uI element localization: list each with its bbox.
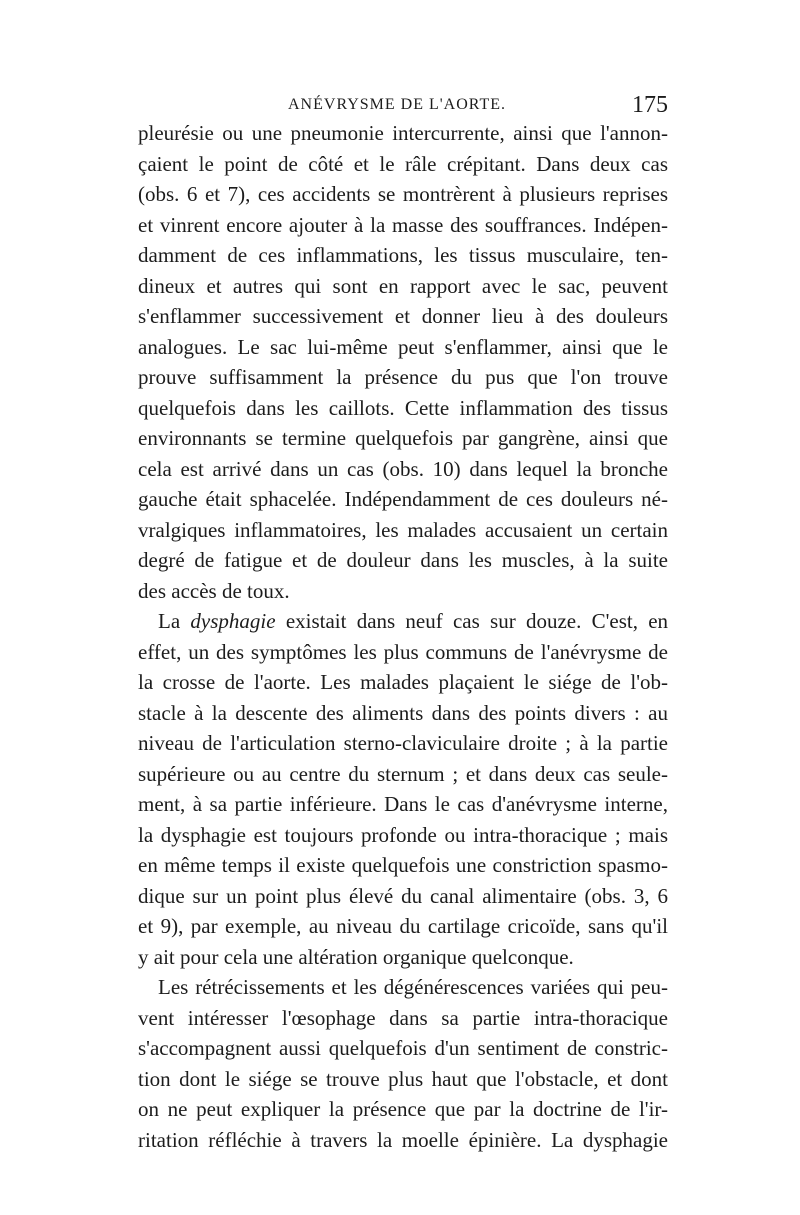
text-line: supérieure ou au centre du sternum ; et dans deux cas seule- [138, 761, 668, 786]
text-line: s'accompagnent aussi quelquefois d'un sentiment de constric- [138, 1036, 668, 1060]
text-line: niveau de l'articulation sterno-claviculaire droite ; à la partie [138, 731, 668, 755]
paragraph-first-line [138, 606, 668, 637]
line-prefix: La [158, 609, 181, 633]
text-line: la crosse de l'aorte. Les malades plaçaient le siége de l'ob- [138, 670, 668, 694]
text-line: en même temps il existe quelquefois une constriction spasmo- [138, 853, 668, 877]
text-line: et 9), par exemple, au niveau du cartilage cricoïde, sans qu'il [138, 914, 668, 938]
text-line: ment, à sa partie inférieure. Dans le cas d'anévrysme interne, [138, 792, 668, 816]
text-line: vralgiques inflammatoires, les malades accusaient un certain [138, 517, 668, 542]
running-title: ANÉVRYSME DE L'AORTE. [288, 96, 507, 113]
text-line: çaient le point de côté et le râle crépitant. Dans deux cas [138, 151, 668, 176]
text-line: analogues. Le sac lui-même peut s'enflammer, ainsi que le [138, 334, 668, 359]
line-rest: existait dans neuf cas sur douze. C'est, en [285, 609, 669, 633]
text-line: tion dont le siége se trouve plus haut que l'obstacle, et dont [138, 1066, 668, 1091]
body-text [138, 118, 668, 1155]
text-line: dineux et autres qui sont en rapport avec le sac, peuvent [138, 273, 668, 298]
text-line: prouve suffisamment la présence du pus que l'on trouve [138, 365, 668, 389]
text-line: ritation réfléchie à travers la moelle épinière. La dysphagie [138, 1127, 668, 1152]
text-line: (obs. 6 et 7), ces accidents se montrèrent à plusieurs reprises [138, 182, 668, 206]
text-line: y ait pour cela une altération organique quelconque. [138, 944, 574, 969]
text-line: et vinrent encore ajouter à la masse des souffrances. Indépen- [138, 212, 668, 237]
text-line: s'enflammer successivement et donner lieu à des douleurs [138, 304, 668, 328]
text-line: effet, un des symptômes les plus communs de l'anévrysme de [138, 639, 668, 664]
italic-term: dysphagie [190, 609, 276, 633]
text-line: cela est arrivé dans un cas (obs. 10) dans lequel la bronche [138, 456, 668, 481]
text-line: damment de ces inflammations, les tissus musculaire, ten- [138, 243, 668, 267]
text-line: pleurésie ou une pneumonie intercurrente, ainsi que l'annon- [138, 121, 668, 145]
text-line: gauche était sphacelée. Indépendamment de ces douleurs né- [138, 487, 668, 511]
text-line: la dysphagie est toujours profonde ou intra-thoracique ; mais [138, 822, 668, 847]
page-number: 175 [632, 92, 668, 118]
text-line: dique sur un point plus élevé du canal alimentaire (obs. 3, 6 [138, 883, 668, 908]
text-line: degré de fatigue et de douleur dans les muscles, à la suite [138, 548, 668, 572]
text-line: des accès de toux. [138, 578, 290, 603]
text-line: on ne peut expliquer la présence que par la doctrine de l'ir- [138, 1097, 668, 1121]
text-line: vent intéresser l'œsophage dans sa partie intra-thoracique [138, 1005, 668, 1030]
text-line: environnants se termine quelquefois par gangrène, ainsi que [138, 426, 668, 450]
paragraph-first-line: Les rétrécissements et les dégénérescences variées qui peu- [158, 975, 668, 999]
text-line: stacle à la descente des aliments dans des points divers : au [138, 700, 668, 725]
text-line: quelquefois dans les caillots. Cette inflammation des tissus [138, 395, 668, 420]
